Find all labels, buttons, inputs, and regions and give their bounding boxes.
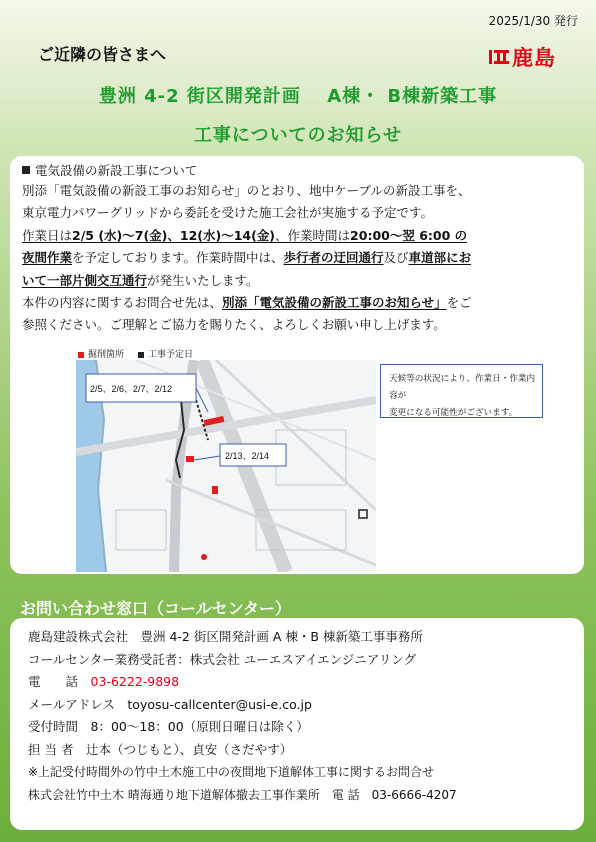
kajima-logo [489,42,556,72]
legend-red-swatch [78,352,84,358]
phone-number[interactable]: 03-6222-9898 [90,674,180,689]
schedule-label: 作業日は [22,227,73,243]
person-label: 担 当 者 [28,741,74,757]
attachment-ref: 別添「電気設備の新設工事のお知らせ」 [222,295,447,311]
phone-label: 電 話 [28,674,79,689]
page-title-line2: 工事についてのお知らせ [193,125,403,146]
section-heading-text: 電気設備の新設工事について [35,163,198,178]
logo-text: 鹿島 [512,46,556,70]
notice-body [22,180,578,337]
legend-planned-label: 工事予定日 [148,350,194,360]
traffic-restriction-cont: いて一部片側交互通行 [22,272,148,288]
notice-text: が発生いたします。 [147,272,259,288]
night-work: 夜間作業 [22,250,73,266]
schedule-line [22,270,578,292]
work-dates: 2/5 (水)～7(金)、12(水)～14(金) [72,227,276,243]
inquiry-line [22,292,578,314]
contact-heading: お問い合わせ窓口（コールセンター） [20,599,292,618]
pedestrian-detour: 歩行者の迂回通行 [283,250,384,266]
site-map [76,360,376,572]
traffic-restriction: 車道部にお [408,250,472,266]
dug-site-3 [212,486,218,494]
site-map-drawing [76,360,376,572]
hours-label: 、作業時間は [275,227,351,243]
person-value: 辻本（つじもと）、貞安（さだやす） [85,741,293,757]
notice-line: 別添「電気設備の新設工事のお知らせ」のとおり、地中ケーブルの新設工事を、 [22,183,471,198]
contact-phone-row [28,671,457,694]
contact-person-row [28,739,457,762]
mail-address[interactable]: toyosu-callcenter@usi-e.co.jp [127,696,312,712]
dates-callout-2-text: 2/13、2/14 [225,451,270,461]
mail-label: メールアドレス [28,696,115,712]
legend-planned [138,347,193,360]
notice-text: を予定しております。作業時間中は、 [72,250,284,266]
map-pin-icon [201,554,207,560]
contact-company: 鹿島建設株式会社 豊洲 4-2 街区開発計画 A 棟・B 棟新築工事事務所 [28,629,423,644]
weather-note [380,364,543,418]
legend-dug [78,347,124,360]
page-title-line1: 豊洲 4-2 街区開発計画 A棟・ B棟新築工事 [98,86,498,107]
weather-note-line: 天候等の状況により、作業日・作業内容が [389,374,536,401]
map-legend [78,347,193,360]
contact-agent: コールセンター業務受託者：株式会社 ユーエスアイエンジニアリング [28,651,417,667]
contact-details [28,626,457,806]
legend-dug-label: 掘削箇所 [88,350,125,360]
notice-text: 本件の内容に関するお問合せ先は、 [22,295,223,311]
kajima-mark-icon [489,48,509,66]
dug-site-2 [186,456,194,462]
work-hours: 20:00～翌 6:00 の [350,227,468,243]
notice-line: 東京電力パワーグリッドから委託を受けた施工会社が実施する予定です。 [22,205,434,221]
section-heading [22,161,197,179]
contact-mail-row [28,694,457,717]
takenaka-contact-row [28,784,457,807]
weather-note-line: 変更になる可能性がございます。 [389,408,518,418]
takenaka-phone[interactable]: 03-6666-4207 [371,787,457,802]
hours-label: 受付時間 [28,719,79,734]
notice-text: をご [446,295,472,311]
contact-note: ※上記受付時間外の竹中土木施工中の夜間地下道解体工事に関するお問合せ [28,765,435,779]
notice-line: 参照ください。ご理解とご協力を賜りたく、よろしくお願い申し上げます。 [22,317,446,333]
contact-hours-row [28,716,457,739]
takenaka-label: 株式会社竹中土木 晴海通り地下道解体撤去工事作業所 電 話 [28,787,360,802]
hours-value: 8：00～18：00（原則日曜日は除く） [90,719,309,734]
notice-text: 及び [383,250,409,266]
issue-date: 2025/1/30 発行 [488,14,578,28]
greeting: ご近隣の皆さまへ [38,45,167,64]
dates-callout-1-text: 2/5、2/6、2/7、2/12 [90,384,173,394]
square-bullet-icon [22,166,30,174]
schedule-line [22,247,578,269]
legend-black-swatch [138,352,144,358]
schedule-line [22,225,578,247]
